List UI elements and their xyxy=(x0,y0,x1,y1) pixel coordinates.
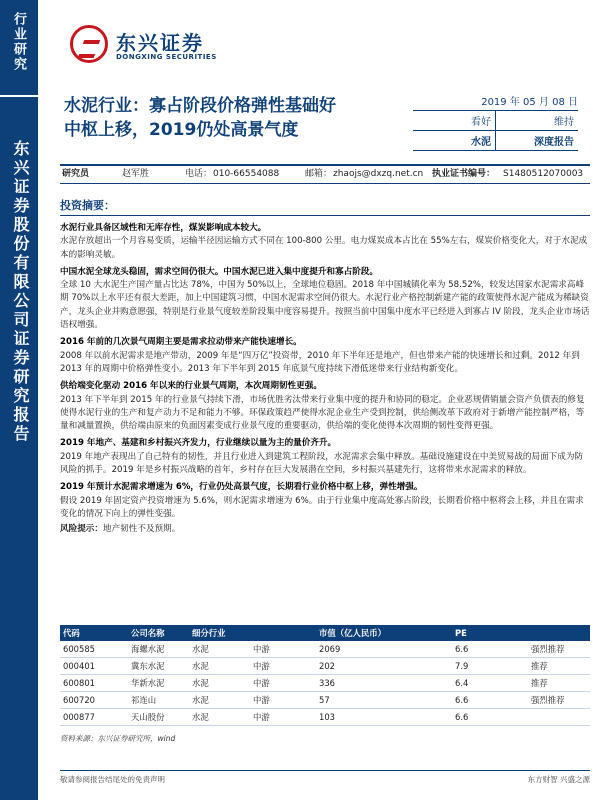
table-row xyxy=(60,641,590,658)
cert: S1480512070003 xyxy=(503,169,584,179)
summary-heading: 投资摘要： xyxy=(60,197,590,216)
report-title xyxy=(64,94,336,142)
col-pe: PE xyxy=(452,625,528,641)
page-footer xyxy=(60,770,590,785)
meta-box xyxy=(413,93,578,151)
sidebar-category: 行业研究 xyxy=(11,12,26,72)
table-cell: 6.6 xyxy=(452,641,528,658)
col-segment: 细分行业 xyxy=(189,625,250,641)
table-header-row xyxy=(60,625,590,641)
table-cell: 水泥 xyxy=(189,692,250,709)
rating-a: 看好 xyxy=(471,117,491,128)
table-cell: 强烈推荐 xyxy=(528,692,590,709)
para-heading: 2019 年预计水泥需求增速为 6%，行业仍处高景气度，长期看行业价格中枢上移，弹性增强。 xyxy=(60,482,423,493)
analyst-name: 赵军胜 xyxy=(122,169,150,179)
para-heading: 水泥行业具备区域性和无库存性，煤炭影响成本较大。 xyxy=(60,223,267,233)
para-text: 假设 2019 年固定资产投资增速为 5.6%，则水泥需求增速为 6%。由于行业集中度高处寡占阶段，长期看价格中枢将会上移，并且在需求变化的情况下向上的弹性变强。 xyxy=(60,495,584,519)
industry: 水泥 xyxy=(471,137,491,148)
table-cell: 57 xyxy=(316,692,452,709)
col-mktcap: 市值（亿人民币） xyxy=(316,625,452,641)
summary-body xyxy=(60,218,590,537)
risk-label: 风险提示： xyxy=(60,524,103,535)
table-cell: 中游 xyxy=(250,692,316,709)
table-cell: 000401 xyxy=(60,658,128,675)
table-cell: 祁连山 xyxy=(128,692,189,709)
phone-label: 电话： xyxy=(185,169,213,179)
sidebar xyxy=(0,0,38,800)
table-cell: 海螺水泥 xyxy=(128,641,189,658)
analyst-bar xyxy=(60,164,590,184)
col-code: 代码 xyxy=(60,625,128,641)
type-row xyxy=(413,131,578,151)
para-heading: 2016 年前的几次景气周期主要是需求拉动带来产能快速增长。 xyxy=(60,337,302,348)
table-cell: 202 xyxy=(316,658,452,675)
footer-slogan: 东方财智 兴盛之源 xyxy=(527,775,590,784)
table-cell: 水泥 xyxy=(189,709,250,726)
para-heading: 供给端变化驱动 2016 年以来的行业景气周期，本次周期韧性更强。 xyxy=(60,381,322,392)
risk-text: 地产韧性不及预期。 xyxy=(102,524,181,535)
risk-line xyxy=(60,523,590,536)
analyst-role: 研究员 xyxy=(62,169,90,179)
table-body xyxy=(60,641,590,726)
table-cell: 推荐 xyxy=(528,658,590,675)
table-cell: 6.6 xyxy=(452,692,528,709)
col-rating xyxy=(528,625,590,641)
logo-en: DONGXING SECURITIES xyxy=(116,53,217,61)
table-cell: 103 xyxy=(316,709,452,726)
para-text: 2013 年下半年到 2015 年的行业景气持续下滑，市场优胜劣汰带来行业集中度的提升和协同的稳定。企业恶规倩销量会资产负债表的修复使得水泥行业的生产和复产动力不足和能力不够。环保政策趋严使得水泥企业生产受到控制，供给侧改革下政府对于新增产能控制严格，等量和减量置换，供给端由原来的负面因素变成行业景气度的重要驱动，供给端的变化使得本次周期的韧性变得更强。 xyxy=(60,394,585,432)
logo-cn: 东兴证券 xyxy=(116,31,204,55)
table-cell: 强烈推荐 xyxy=(528,641,590,658)
table-source: 资料来源：东兴证券研究所，wind xyxy=(60,734,176,743)
table-cell: 336 xyxy=(316,675,452,692)
rating-b: 维持 xyxy=(495,111,578,130)
company-logo xyxy=(70,25,230,70)
table-cell: 600585 xyxy=(60,641,128,658)
report-date: 2019 年 05 月 08 日 xyxy=(413,93,578,111)
table-row xyxy=(60,658,590,675)
para-text: 全球 10 大水泥生产国产量占比达 78%，中国为 50%以上，全球地位稳固。2018 年中国城镇化率为 58.52%，较发达国家水泥需求高峰期 70%以上水平还有很大差距，加上中国建筑习惯，中国水泥需求空间仍很大。水泥行业产格控制新建产能的政策使得水泥产能成为稀缺资产，龙头企业并购意愿强，特别是行业景气度较差阶段集中度容易提升。按照当前中国集中度水平已经进入到寡占 IV 阶段，龙头企业市场话语权增强。 xyxy=(60,280,590,331)
table-cell: 000877 xyxy=(60,709,128,726)
rating-row xyxy=(413,111,578,131)
phone: 010-66554088 xyxy=(213,169,280,179)
table-row xyxy=(60,709,590,726)
sidebar-top xyxy=(0,0,38,97)
table-cell: 600720 xyxy=(60,692,128,709)
table-cell: 水泥 xyxy=(189,641,250,658)
title-line2: 中枢上移，2019仍处高景气度 xyxy=(64,120,299,140)
table-row xyxy=(60,675,590,692)
company-table xyxy=(60,625,590,726)
table-row xyxy=(60,692,590,709)
table-cell: 中游 xyxy=(250,709,316,726)
email: zhaojs@dxzq.net.cn xyxy=(333,169,424,179)
table-cell: 600801 xyxy=(60,675,128,692)
para-text: 水泥存放超出一个月容易变质，运输半径因运输方式不同在 100-800 公里。电力煤炭成本占比在 55%左右，煤炭价格变化大，对于水泥成本的影响灵敏。 xyxy=(60,236,588,260)
cert-label: 执业证书编号： xyxy=(432,169,496,179)
table-cell: 冀东水泥 xyxy=(128,658,189,675)
table-cell: 天山股份 xyxy=(128,709,189,726)
table-cell: 6.4 xyxy=(452,675,528,692)
footer-disclaimer: 敬请参阅报告结尾处的免责声明 xyxy=(60,775,165,784)
table-cell: 中游 xyxy=(250,641,316,658)
table-cell: 中游 xyxy=(250,675,316,692)
email-label: 邮箱： xyxy=(305,169,333,179)
logo-mark-icon xyxy=(70,25,108,63)
para-text: 2008 年以前水泥需求是地产带动，2009 年是“四万亿”投资带，2010 年下半年还是地产，但也带来产能的快速增长和过剩。2012 年到 2013 年的周期中价格弹性变小。2013 年下半年到 2015 年底景气度持续下滑低迷带来行业结构新变化。 xyxy=(60,350,580,374)
para-heading: 2019 年地产、基建和乡村振兴齐发力，行业继续以量为主的量价齐升。 xyxy=(60,438,337,449)
para-heading: 中国水泥全球龙头稳固，需求空间仍很大。中国水泥已进入集中度提升和寡占阶段。 xyxy=(60,266,378,277)
col-blank xyxy=(250,625,316,641)
table-cell: 华新水泥 xyxy=(128,675,189,692)
table-cell: 6.6 xyxy=(452,709,528,726)
table-cell: 中游 xyxy=(250,658,316,675)
table-cell: 水泥 xyxy=(189,658,250,675)
report-type: 深度报告 xyxy=(495,131,578,150)
para-text: 2019 年地产表现出了自己特有的韧性，并且行业进入到建筑工程阶段，水泥需求会集中释放。基础设施建设在中美贸易战的局面下成为防风险的抓手。2019 年是乡村振兴战略的首年，乡村存在巨大发展潜在空间，乡村振兴基建先行，这将带来水泥需求的释放。 xyxy=(60,451,584,476)
sidebar-company: 东兴证券股份有限公司证券研究报告 xyxy=(11,140,30,444)
table-cell: 2069 xyxy=(316,641,452,658)
title-line1: 水泥行业：寡占阶段价格弹性基础好 xyxy=(64,96,336,116)
table-cell xyxy=(528,709,590,726)
table-cell: 水泥 xyxy=(189,675,250,692)
col-name: 公司名称 xyxy=(128,625,189,641)
table-cell: 7.9 xyxy=(452,658,528,675)
table-cell: 推荐 xyxy=(528,675,590,692)
